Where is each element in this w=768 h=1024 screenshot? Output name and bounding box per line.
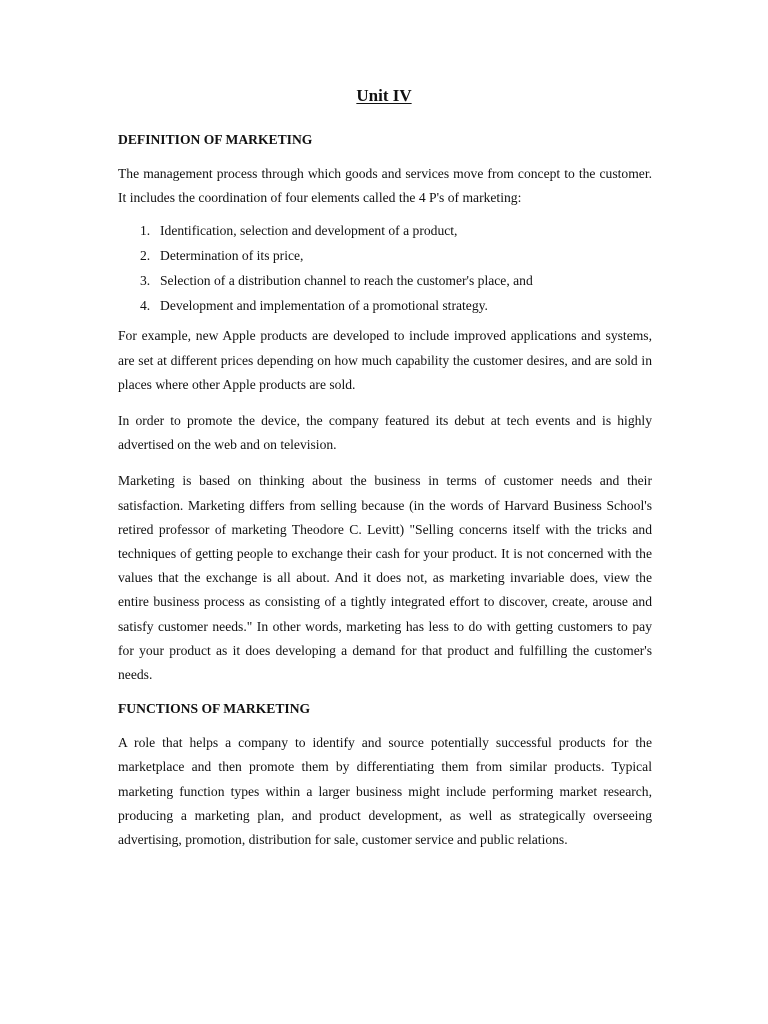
list-item <box>140 218 652 243</box>
list-item-text: Selection of a distribution channel to reach the customer's place, and <box>160 273 533 289</box>
section-heading-definition: DEFINITION OF MARKETING <box>118 132 313 147</box>
page-title: Unit IV <box>356 86 412 105</box>
definition-paragraph: The management process through which goods and services move from concept to the customer. It includes the coordination of four elements called the 4 P's of marketing: <box>118 166 652 206</box>
section-heading-functions: FUNCTIONS OF MARKETING <box>118 701 311 717</box>
apple-example-paragraph: For example, new Apple products are developed to include improved applications and systems, are set at different prices depending on how much capability the customer desires, and are sold in places where other Apple products are sold. <box>118 328 652 392</box>
four-ps-list <box>118 218 652 318</box>
list-item-number: 4. <box>140 298 151 314</box>
promotion-paragraph: In order to promote the device, the company featured its debut at tech events and is highly advertised on the web and on television. <box>118 413 652 453</box>
list-item-number: 3. <box>140 273 151 289</box>
document-body <box>118 130 652 864</box>
levitt-quote-paragraph: Marketing is based on thinking about the business in terms of customer needs and their satisfaction. Marketing differs from selling because (in the words of Harvard Business School's retired professor of marketing Theodore C. Levitt) "Selling concerns itself with the tricks and techniques of getting people to exchange their cash for your product. It is not concerned with the values that the exchange is all about. And it does not, as marketing invariable does, view the entire business process as consisting of a tightly integrated effort to discover, create, arouse and satisfy customer needs." In other words, marketing has less to do with getting customers to pay for your product as it does developing a demand for that product and fulfilling the customer's needs. <box>118 473 652 683</box>
list-item-text: Determination of its price, <box>160 248 304 264</box>
list-item <box>140 293 652 318</box>
list-item <box>140 268 652 293</box>
list-item-number: 1. <box>140 223 151 239</box>
list-item <box>140 243 652 268</box>
list-item-number: 2. <box>140 248 151 264</box>
functions-paragraph: A role that helps a company to identify and source potentially successful products for the marketplace and then promote them by differentiating them from similar products. Typical marketing function types within a larger business might include performing market research, producing a marketing plan, and product development, as well as strategically overseeing advertising, promotion, distribution for sale, customer service and public relations. <box>118 735 652 848</box>
list-item-text: Identification, selection and development of a product, <box>160 223 458 239</box>
list-item-text: Development and implementation of a promotional strategy. <box>160 298 488 314</box>
